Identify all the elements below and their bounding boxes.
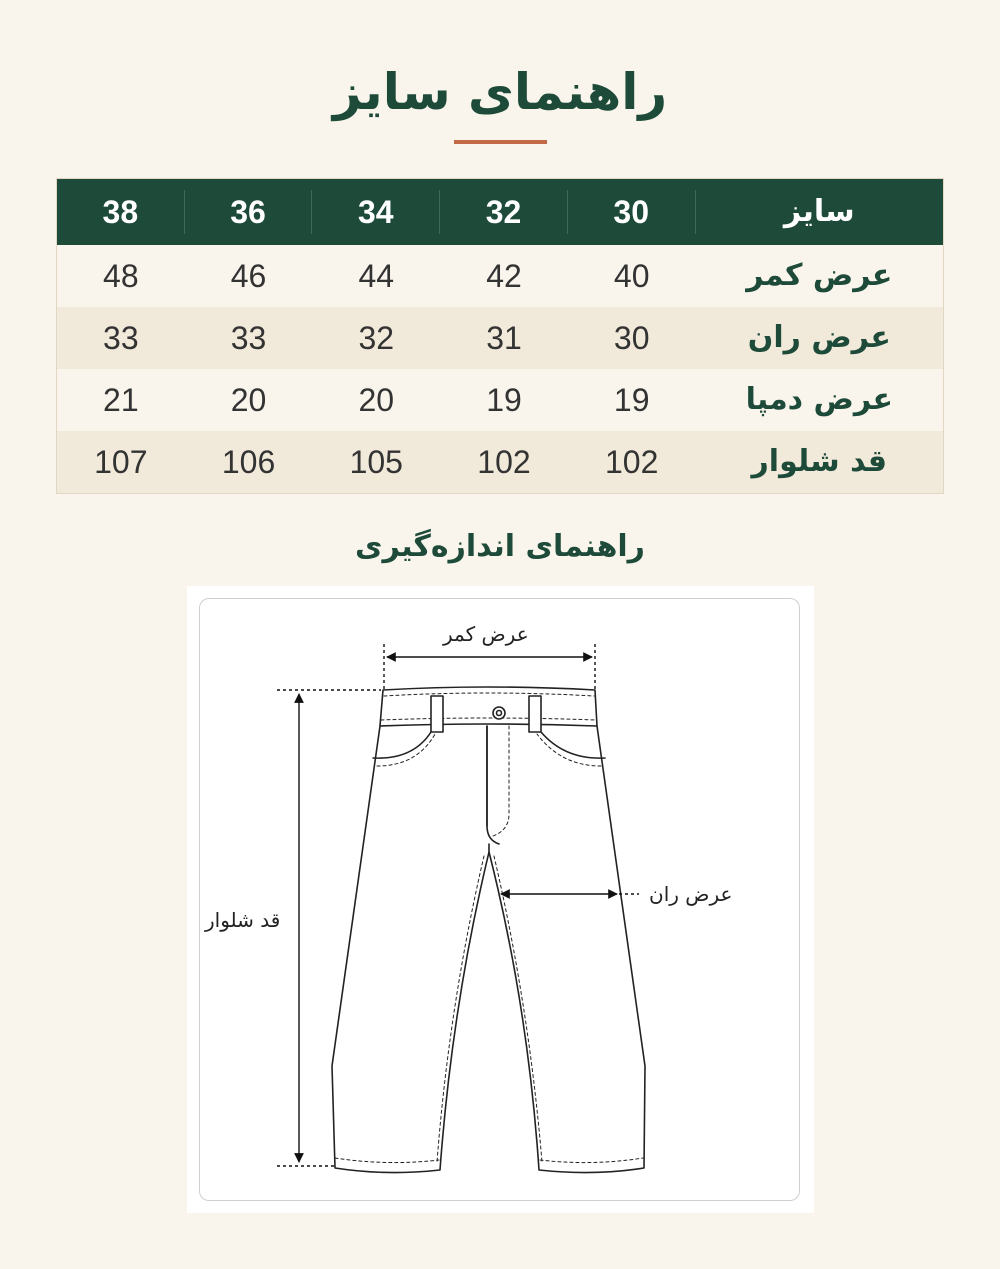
table-cell: 19 xyxy=(486,382,522,418)
table-cell: 20 xyxy=(230,382,267,418)
table-cell: 105 xyxy=(349,444,403,480)
thigh-measure-label: عرض ران xyxy=(649,882,733,906)
table-cell: 32 xyxy=(358,320,395,356)
table-row xyxy=(57,245,943,307)
table-header-row xyxy=(57,179,943,245)
header-size-cell: 30 xyxy=(568,190,696,234)
table-cell: 48 xyxy=(103,258,139,294)
table-cell: 21 xyxy=(103,382,139,418)
table-cell: 107 xyxy=(94,444,148,480)
table-cell: 33 xyxy=(103,320,139,356)
row-label: عرض کمر xyxy=(746,258,893,293)
table-cell: 31 xyxy=(486,320,522,356)
header-size-cell: 36 xyxy=(185,190,313,234)
header-size-cell: 38 xyxy=(57,190,185,234)
table-cell: 19 xyxy=(613,382,650,418)
table-cell: 33 xyxy=(230,320,267,356)
header-size-cell: 34 xyxy=(312,190,440,234)
header-size-cell: 32 xyxy=(440,190,568,234)
measurement-diagram xyxy=(187,586,814,1213)
header-label: سایز xyxy=(783,194,855,229)
table-cell: 44 xyxy=(358,258,395,294)
table-cell: 30 xyxy=(613,320,650,356)
waist-measure-label: عرض کمر xyxy=(443,622,529,646)
table-row xyxy=(57,369,943,431)
table-cell: 20 xyxy=(358,382,395,418)
title-underline xyxy=(454,140,547,144)
table-cell: 40 xyxy=(613,258,650,294)
length-measure-label: قد شلوار xyxy=(205,908,281,932)
table-cell: 102 xyxy=(477,444,531,480)
row-label: عرض ران xyxy=(747,320,891,355)
table-cell: 102 xyxy=(605,444,659,480)
table-cell: 46 xyxy=(230,258,267,294)
table-cell: 42 xyxy=(486,258,522,294)
table-cell: 106 xyxy=(221,444,276,480)
table-row xyxy=(57,431,943,493)
row-label: قد شلوار xyxy=(751,444,888,479)
measure-guide-title: راهنمای اندازه‌گیری xyxy=(355,529,645,564)
page-title: راهنمای سایز xyxy=(332,63,668,121)
size-table xyxy=(56,178,944,494)
row-label: عرض دمپا xyxy=(745,382,893,417)
table-row xyxy=(57,307,943,369)
